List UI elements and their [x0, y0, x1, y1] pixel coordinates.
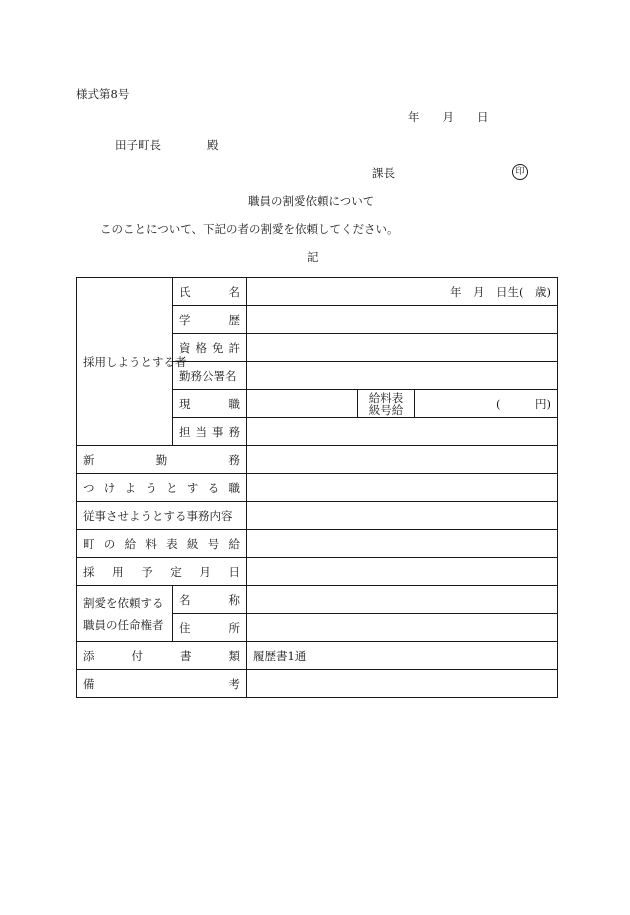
row-label: 現 職: [173, 390, 247, 418]
form-number: 様式第8号: [76, 87, 130, 101]
row-label: 町 の 給 料 表 級 号 給: [77, 530, 247, 558]
row-value[interactable]: [247, 586, 558, 614]
row-label: 勤務公署名: [173, 362, 247, 390]
date-line: 年 月 日: [408, 110, 489, 124]
row-label: 資 格 免 許: [173, 334, 247, 362]
row-label: つ け よ う と す る 職: [77, 474, 247, 502]
table-row: [77, 278, 558, 306]
form-table-body: [77, 278, 558, 698]
table-row: [77, 474, 558, 502]
row-label: 従事させようとする事務内容: [77, 502, 247, 530]
table-row: [77, 530, 558, 558]
seal-mark: 印: [512, 164, 528, 180]
row-value[interactable]: [247, 306, 558, 334]
row-value[interactable]: [247, 530, 558, 558]
row-label: 氏 名: [173, 278, 247, 306]
row-value[interactable]: [247, 614, 558, 642]
row-label: 学 歴: [173, 306, 247, 334]
current-position-value[interactable]: [247, 390, 358, 418]
sender-title: 課長: [372, 166, 395, 180]
row-label: 住 所: [173, 614, 247, 642]
row-value[interactable]: [247, 502, 558, 530]
row-label: 担 当 事 務: [173, 418, 247, 446]
body-text: このことについて、下記の者の割愛を依頼してください。: [100, 222, 399, 236]
salary-grade-label: 給料表 級号給: [358, 390, 415, 418]
row-value[interactable]: [247, 446, 558, 474]
row-value[interactable]: [247, 362, 558, 390]
table-row: [77, 670, 558, 698]
addressee: 田子町長 殿: [115, 138, 219, 152]
row-value[interactable]: [247, 474, 558, 502]
row-value[interactable]: 履歴書1通: [247, 642, 558, 670]
row-value[interactable]: [247, 670, 558, 698]
applicant-group-label: 採用しようとする者: [77, 278, 173, 446]
authority-group-label: 割愛を依頼する 職員の任命権者: [77, 586, 173, 642]
row-value[interactable]: [247, 334, 558, 362]
row-label: 採 用 予 定 月 日: [77, 558, 247, 586]
row-label: 名 称: [173, 586, 247, 614]
row-value[interactable]: [247, 418, 558, 446]
document-title: 職員の割愛依頼について: [248, 194, 375, 208]
table-row: [77, 558, 558, 586]
request-form-table: [76, 277, 558, 698]
salary-amount-value[interactable]: ( 円): [415, 390, 558, 418]
row-label: 新 勤 務: [77, 446, 247, 474]
row-label: 添 付 書 類: [77, 642, 247, 670]
row-label: 備 考: [77, 670, 247, 698]
row-value[interactable]: [247, 558, 558, 586]
table-row: [77, 502, 558, 530]
table-row: [77, 642, 558, 670]
row-value[interactable]: 年 月 日生( 歳): [247, 278, 558, 306]
table-row: [77, 446, 558, 474]
table-row: [77, 586, 558, 614]
ki-marker: 記: [307, 250, 319, 264]
